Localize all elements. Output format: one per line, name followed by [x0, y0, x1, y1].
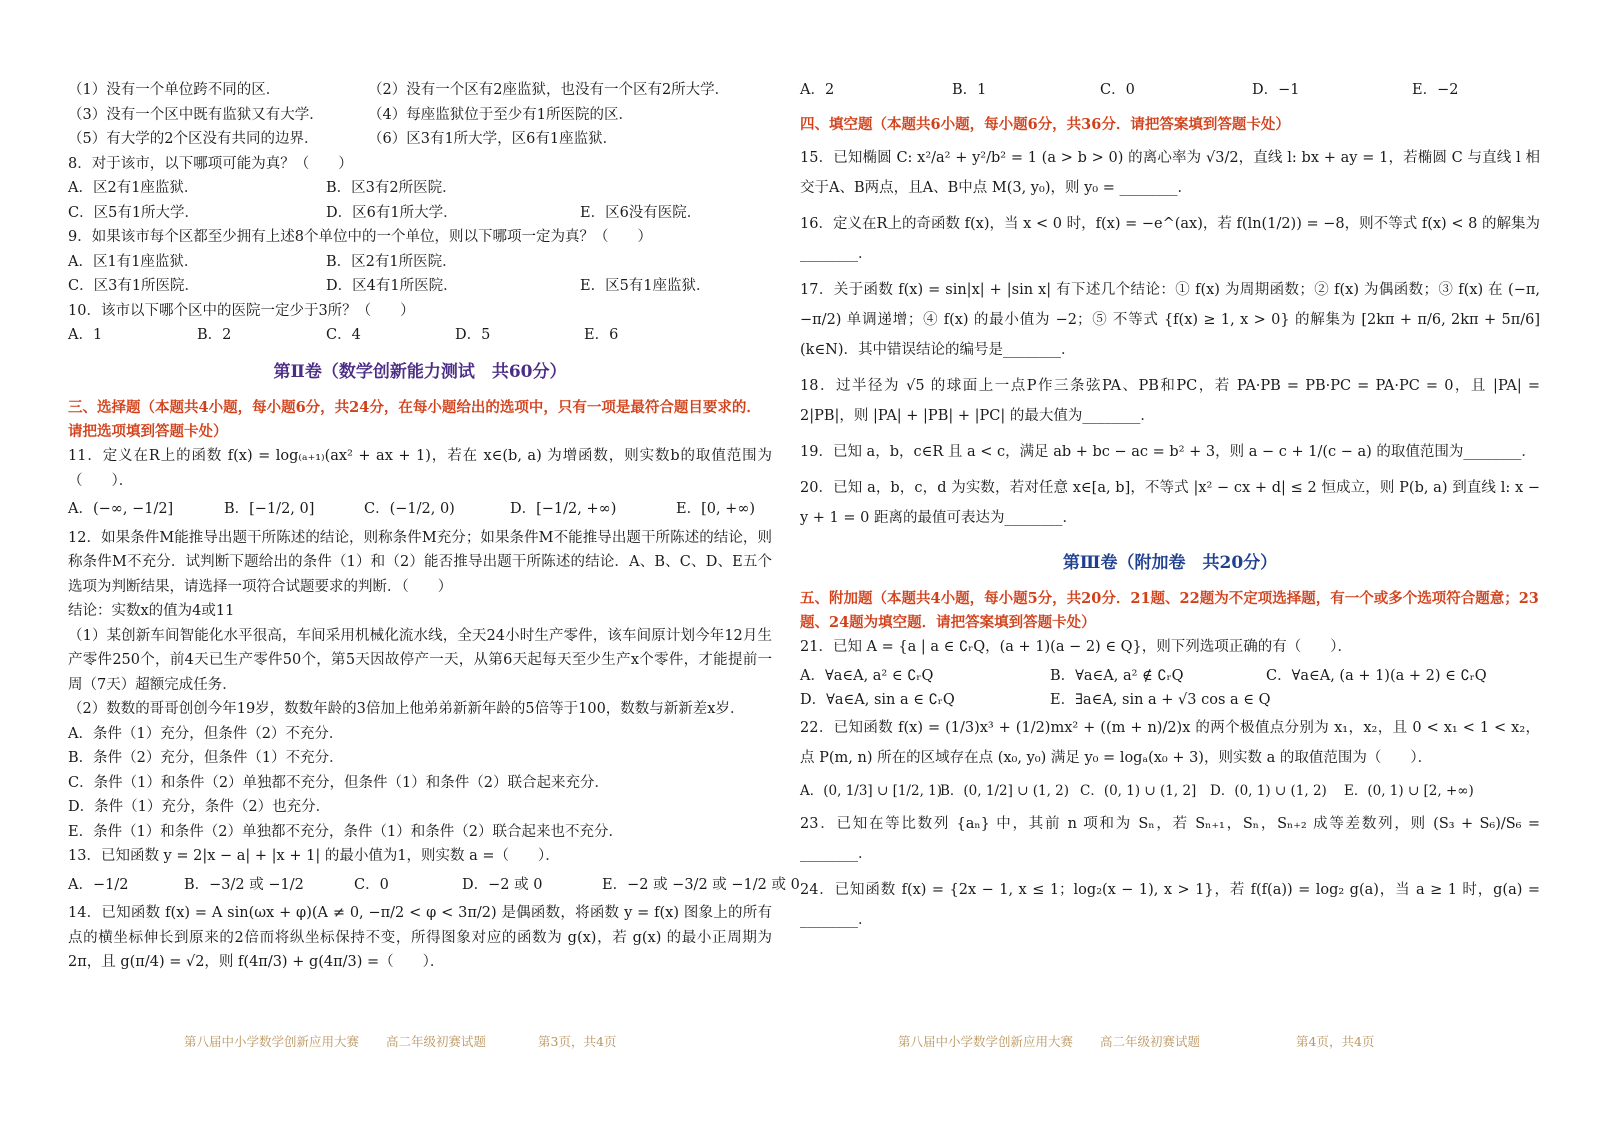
question-12-stem: 12．如果条件M能推导出题干所陈述的结论，则称条件M充分；如果条件M不能推导出题干所陈述的结论，则称条件M不充分．试判断下题给出的条件（1）和（2）能否推导出题干所陈述的结论．A、B、C、D、E五个选项为判断结果，请选择一项符合试题要求的判断．（ ）: [68, 529, 772, 595]
question-11-stem: 11．定义在R上的函数 f(x) = log₍ₐ₊₁₎(ax² + ax + 1)，若在 x∈(b, a) 为增函数，则实数b的取值范围为（ ）．: [68, 448, 772, 489]
question-22-options: [800, 779, 1540, 804]
footer-grade-4: 高二年级初赛试题: [1100, 1034, 1201, 1049]
question-13-stem: 13．已知函数 y = 2|x − a| + |x + 1| 的最小值为1，则实数 a =（ ）．: [68, 848, 560, 864]
q13-option-b: B．−3/2 或 −1/2: [184, 876, 304, 893]
question-9-options: [68, 274, 772, 299]
condition-2: （2）没有一个区有2座监狱，也没有一个区有2所大学．: [368, 82, 730, 98]
question-15: 15．已知椭圆 C: x²/a² + y²/b² = 1 (a > b > 0) 的离心率为 √3/2，直线 l: bx + ay = 1，若椭圆 C 与直线 l 相交于A、B两点，且A、B中点 M(3, y₀)，则 y₀ = ________．: [800, 149, 1540, 196]
condition-3: （3）没有一个区中既有监狱又有大学．: [68, 106, 324, 123]
q13-option-d: D．−2 或 0: [462, 876, 543, 893]
condition-4: （4）每座监狱位于至少有1所医院的区．: [368, 106, 633, 123]
question-12-condition-1: （1）某创新车间智能化水平很高，车间采用机械化流水线，全天24小时生产零件，该车间原计划今年12月生产零件250个，前4天已生产零件50个，第5天因故停产一天，从第6天起每天至少生产x个零件，才能提前一周（7天）超额完成任务．: [68, 627, 772, 693]
question-21-options: [800, 688, 1540, 713]
question-16: 16．定义在R上的奇函数 f(x)，当 x < 0 时，f(x) = −e^(ax)，若 f(ln(1/2)) = −8，则不等式 f(x) < 8 的解集为________．: [800, 215, 1540, 262]
section-5-heading: 五、附加题（本题共4小题，每小题5分，共20分．21题、22题为不定项选择题，有一个或多个选项符合题意；23题、24题为填空题．请把答案填到答题卡处）: [800, 590, 1539, 631]
question-22-stem: 22．已知函数 f(x) = (1/3)x³ + (1/2)mx² + ((m + n)/2)x 的两个极值点分别为 x₁，x₂，且 0 < x₁ < 1 < x₂，点 P(m, n) 所在的区域存在点 (x₀, y₀) 满足 y₀ = logₐ(x₀ + 3)，则实数 a 的取值范围为（ ）．: [800, 719, 1540, 766]
condition-row: [68, 78, 772, 103]
q14-option-a: A．2: [800, 82, 835, 98]
q22-option-a: A．(0, 1/3] ∪ [1/2, 1): [800, 782, 943, 799]
question-21-stem: 21．已知 A = {a | a ∈ ∁ᵣQ，(a + 1)(a − 2) ∈ Q}，则下列选项正确的有（ ）．: [800, 639, 1353, 655]
q9-option-c: C．区3有1所医院．: [68, 278, 200, 294]
q22-option-d: D．(0, 1) ∪ (1, 2): [1210, 782, 1327, 799]
q14-option-d: D．−1: [1252, 82, 1300, 98]
question-12-condition-2: （2）数数的哥哥创创今年19岁，数数年龄的3倍加上他弟弟新新年龄的5倍等于100，数数与新新差x岁．: [68, 701, 745, 717]
q8-option-e: E．区6没有医院．: [580, 204, 702, 221]
q14-option-b: B．1: [952, 82, 987, 98]
question-10-stem: 10．该市以下哪个区中的医院一定少于3所？（ ）: [68, 302, 415, 319]
q13-option-c: C．0: [354, 876, 389, 893]
part-2-title: 第Ⅱ卷（数学创新能力测试 共60分）: [273, 361, 567, 382]
condition-row: [68, 103, 772, 128]
footer-page-number-3: 第3页，共4页: [538, 1034, 617, 1049]
q21-option-d: D．∀a∈A, sin a ∈ ∁ᵣQ: [800, 692, 955, 708]
question-21-options: [800, 664, 1540, 689]
footer-grade-3: 高二年级初赛试题: [386, 1034, 487, 1049]
question-19: 19．已知 a，b，c∈R 且 a < c，满足 ab + bc − ac = b² + 3，则 a − c + 1/(c − a) 的取值范围为________．: [800, 443, 1536, 460]
q11-option-d: D．[−1/2, +∞): [510, 501, 617, 517]
footer-contest-name-3: 第八届中小学数学创新应用大赛: [184, 1034, 360, 1049]
question-8-options: [68, 201, 772, 226]
q9-option-e: E．区5有1座监狱．: [580, 278, 711, 294]
question-8-stem: 8．对于该市，以下哪项可能为真？（ ）: [68, 155, 353, 172]
footer-contest-name-4: 第八届中小学数学创新应用大赛: [898, 1034, 1074, 1049]
question-23: 23．已知在等比数列 {aₙ} 中，其前 n 项和为 Sₙ，若 Sₙ₊₁，Sₙ，Sₙ₊₂ 成等差数列，则 (S₃ + S₆)/S₆ = ________．: [800, 816, 1540, 862]
footer-page-number-4: 第4页，共4页: [1296, 1034, 1375, 1049]
q12-option-c: C．条件（1）和条件（2）单独都不充分，但条件（1）和条件（2）联合起来充分．: [68, 774, 609, 791]
q10-option-b: B．2: [197, 327, 232, 343]
q21-option-c: C．∀a∈A, (a + 1)(a + 2) ∈ ∁ᵣQ: [1266, 667, 1487, 684]
q13-option-e: E．−2 或 −3/2 或 −1/2 或 0: [602, 876, 800, 893]
q9-option-d: D．区4有1所医院．: [326, 278, 458, 294]
question-13-options: [68, 873, 800, 898]
q12-option-e: E．条件（1）和条件（2）单独都不充分，条件（1）和条件（2）联合起来也不充分．: [68, 823, 623, 840]
question-18: 18．过半径为 √5 的球面上一点P作三条弦PA、PB和PC，若 PA·PB = PB·PC = PA·PC = 0，且 |PA| = 2|PB|，则 |PA| + |PB| + |PC| 的最大值为________．: [800, 377, 1540, 424]
question-9-stem: 9．如果该市每个区都至少拥有上述8个单位中的一个单位，则以下哪项一定为真？（ ）: [68, 229, 652, 245]
q13-option-a: A．−1/2: [68, 876, 129, 893]
q21-option-b: B．∀a∈A, a² ∉ ∁ᵣQ: [1050, 667, 1184, 684]
question-20: 20．已知 a，b，c，d 为实数，若对任意 x∈[a, b]，不等式 |x² − cx + d| ≤ 2 恒成立，则 P(b, a) 到直线 l: x − y + 1 = 0 距离的最值可表达为________．: [800, 479, 1540, 526]
condition-row: [68, 127, 772, 152]
section-3-heading: 三、选择题（本题共4小题，每小题6分，共24分，在每小题给出的选项中，只有一项是最符合题目要求的．请把选项填到答题卡处）: [68, 399, 761, 440]
q11-option-b: B．[−1/2, 0]: [224, 501, 315, 517]
q10-option-d: D．5: [455, 327, 491, 343]
question-14-stem: 14．已知函数 f(x) = A sin(ωx + φ)(A ≠ 0, −π/2 < φ < 3π/2) 是偶函数，将函数 y = f(x) 图象上的所有点的横坐标伸长到原来的2倍而将纵坐标保持不变，所得图象对应的函数为 g(x)，若 g(x) 的最小正周期为 2π，且 g(π/4) = √2，则 f(4π/3) + g(4π/3) =（ ）．: [68, 905, 772, 970]
q12-option-a: A．条件（1）充分，但条件（2）不充分．: [68, 725, 344, 742]
q22-option-c: C．(0, 1) ∪ (1, 2]: [1080, 782, 1197, 799]
section-4-heading: 四、填空题（本题共6小题，每小题6分，共36分．请把答案填到答题卡处）: [800, 115, 1290, 133]
question-17: 17．关于函数 f(x) = sin|x| + |sin x| 有下述几个结论：① f(x) 为周期函数；② f(x) 为偶函数；③ f(x) 在 (−π, −π/2) 单调递增；④ f(x) 的最小值为 −2；⑤ 不等式 {f(x) ≥ 1, x > 0} 的解集为 [2kπ + π/6, 2kπ + 5π/6] (k∈N)．其中错误结论的编号是________．: [800, 281, 1540, 358]
q8-option-d: D．区6有1所大学．: [326, 204, 458, 221]
question-12-conclusion: 结论：实数x的值为4或11: [68, 603, 235, 619]
q11-option-c: C．(−1/2, 0): [364, 501, 455, 517]
q10-option-e: E．6: [584, 327, 619, 343]
question-10-options: [68, 323, 772, 348]
question-8-options: [68, 176, 772, 201]
q11-option-e: E．[0, +∞): [676, 501, 756, 517]
q8-option-a: A．区2有1座监狱．: [68, 180, 199, 196]
part-3-title: 第Ⅲ卷（附加卷 共20分）: [1062, 552, 1278, 573]
q10-option-c: C．4: [326, 327, 361, 343]
q12-option-d: D．条件（1）充分，条件（2）也充分．: [68, 799, 331, 815]
q12-option-b: B．条件（2）充分，但条件（1）不充分．: [68, 750, 344, 766]
q22-option-e: E．(0, 1) ∪ [2, +∞): [1344, 782, 1474, 799]
q9-option-b: B．区2有1所医院．: [326, 253, 457, 270]
q22-option-b: B．(0, 1/2] ∪ (1, 2): [940, 782, 1070, 799]
condition-1: （1）没有一个单位跨不同的区．: [68, 82, 281, 98]
page-4: [800, 0, 1600, 1129]
condition-5: （5）有大学的2个区没有共同的边界．: [68, 131, 319, 147]
question-14-options: [800, 78, 1540, 103]
q11-option-a: A．(−∞, −1/2]: [68, 501, 174, 517]
q8-option-b: B．区3有2所医院．: [326, 180, 457, 196]
question-9-options: [68, 250, 772, 275]
q21-option-e: E．∃a∈A, sin a + √3 cos a ∈ Q: [1050, 692, 1271, 708]
q21-option-a: A．∀a∈A, a² ∈ ∁ᵣQ: [800, 667, 934, 684]
q14-option-e: E．−2: [1412, 82, 1459, 98]
question-24: 24．已知函数 f(x) = {2x − 1, x ≤ 1；log₂(x − 1), x > 1}，若 f(f(a)) = log₂ g(a)，当 a ≥ 1 时，g(a) = ________．: [800, 882, 1540, 928]
condition-6: （6）区3有1所大学，区6有1座监狱．: [368, 131, 618, 147]
q9-option-a: A．区1有1座监狱．: [68, 253, 199, 270]
question-11-options: [68, 497, 772, 522]
q8-option-c: C．区5有1所大学．: [68, 204, 200, 221]
q14-option-c: C．0: [1100, 82, 1135, 98]
q10-option-a: A．1: [68, 327, 103, 343]
